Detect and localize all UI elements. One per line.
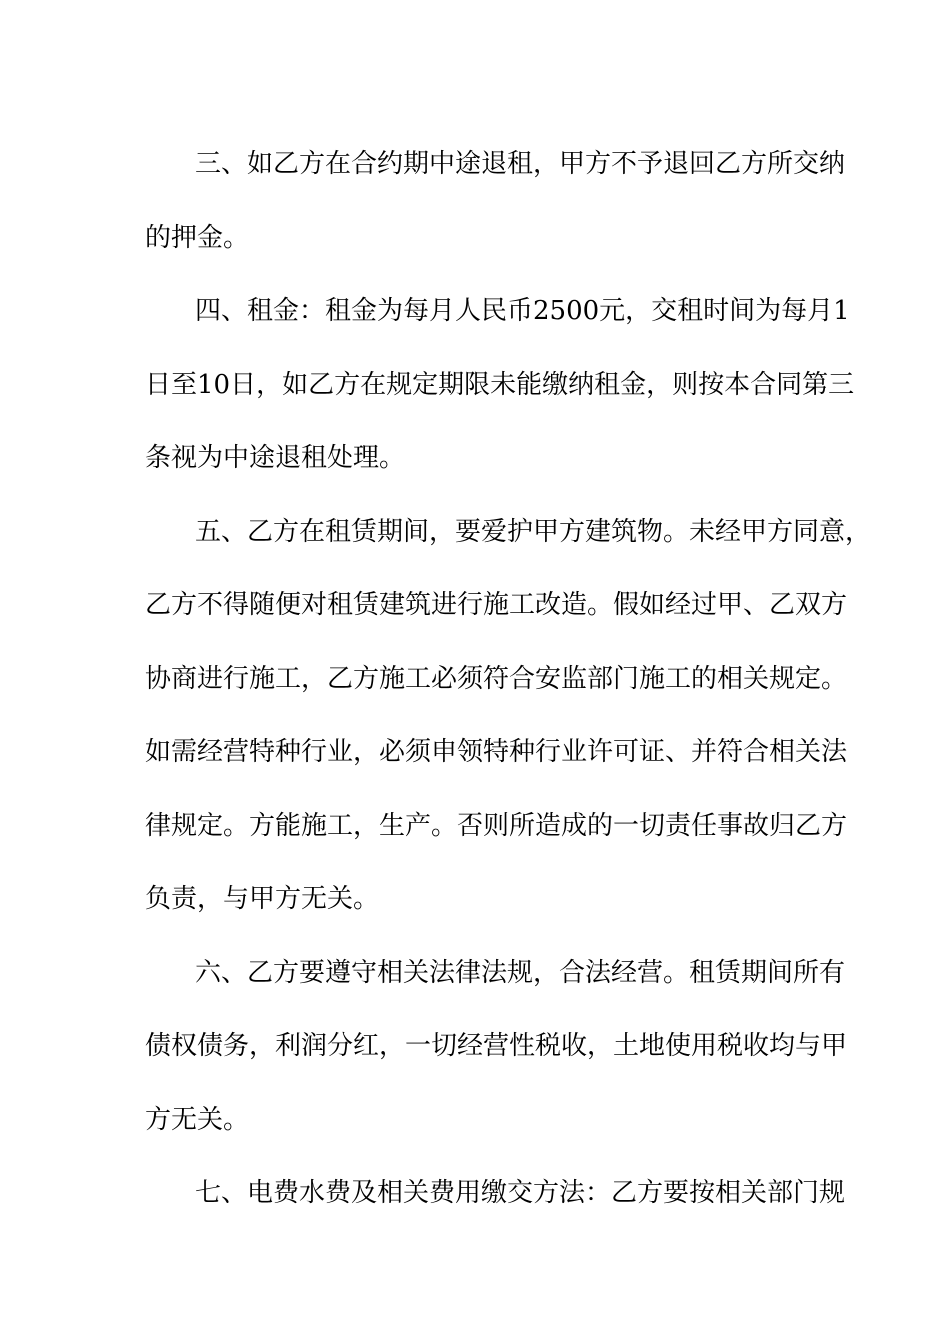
clause-5-line-2: 乙方不得随便对租赁建筑进行施工改造。假如经过甲、乙双方: [145, 590, 848, 620]
clause-5-line-5: 律规定。方能施工，生产。否则所造成的一切责任事故归乙方: [145, 810, 848, 841]
clause-5-line-4: 如需经营特种行业，必须申领特种行业许可证、并符合相关法: [145, 737, 848, 767]
clause-5-line-1: 五、乙方在租赁期间，要爱护甲方建筑物。未经甲方同意，: [195, 516, 872, 547]
clause-5-line-6: 负责，与甲方无关。: [145, 884, 380, 914]
clause-3-line-1: 三、如乙方在合约期中途退租，甲方不予退回乙方所交纳: [195, 149, 846, 179]
clause-6-line-2: 债权债务，利润分红，一切经营性税收，土地使用税收均与甲: [145, 1031, 848, 1061]
clause-3-line-2: 的押金。: [145, 222, 250, 253]
clause-6-line-1: 六、乙方要遵守相关法律法规，合法经营。租赁期间所有: [195, 957, 846, 988]
clause-6-line-3: 方无关。: [145, 1104, 250, 1135]
clause-4-line-2: 日至10日，如乙方在规定期限未能缴纳租金，则按本合同第三: [145, 369, 855, 400]
clause-4-line-1: 四、租金：租金为每月人民币2500元，交租时间为每月1: [195, 296, 850, 326]
clause-7-line-1: 七、电费水费及相关费用缴交方法：乙方要按相关部门规: [195, 1178, 846, 1208]
clause-4-line-3: 条视为中途退租处理。: [145, 443, 406, 473]
document-body: [145, 128, 872, 1231]
clause-5-line-3: 协商进行施工，乙方施工必须符合安监部门施工的相关规定。: [145, 663, 848, 694]
